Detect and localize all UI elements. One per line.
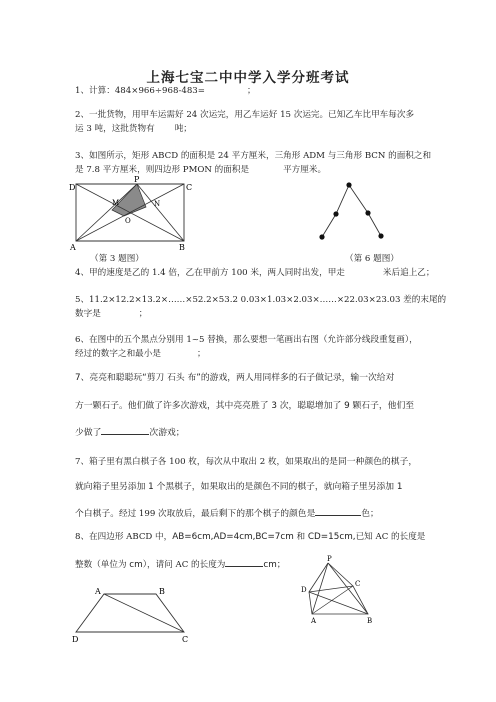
label-b: B	[367, 617, 373, 624]
q7a-line1: 7、亮亮和聪聪玩“剪刀 石头 布”的游戏，两人用同样多的石子做记录，输一次给对	[75, 373, 395, 383]
q7b-line3-end: 色；	[361, 509, 379, 519]
q5-line2-text: 数字是	[75, 309, 101, 319]
line-bp	[137, 184, 184, 241]
q7a-line3-end: 次游戏；	[149, 428, 185, 438]
label-o: O	[125, 217, 131, 225]
q3-line2-end: 平方厘米。	[283, 165, 327, 175]
question-2-line2	[75, 123, 192, 135]
answer-blank	[101, 425, 149, 435]
quad-abcd	[76, 594, 184, 632]
q8-line2-d: cm；	[263, 560, 286, 570]
answer-blank	[315, 506, 361, 516]
label-d: D	[69, 183, 76, 192]
q8-line1-b: AB=6cm,AD=4cm,BC=7cm	[172, 532, 294, 542]
page-title: 上海七宝二中中学入学分班考试	[146, 70, 350, 86]
question-1	[75, 85, 256, 97]
figure-8-trapezoid	[68, 584, 198, 646]
dot	[365, 210, 370, 215]
dots-path	[322, 185, 381, 237]
q8-line2-c: ），请问 AC 的长度为	[142, 560, 226, 570]
question-8-line2	[75, 557, 286, 571]
caption-figure-6: （第 6 题图）	[345, 254, 399, 264]
q7b-line3-b: 经过 199 次取放后，	[119, 509, 202, 519]
q4-end: 米后追上乙；	[382, 268, 435, 278]
label-p: P	[134, 176, 140, 184]
label-n: N	[154, 200, 161, 208]
figure-6-dots	[312, 178, 392, 248]
question-4	[75, 267, 434, 279]
diagonal-ac	[104, 594, 184, 632]
q2-line2-text: 运 3 吨，这批货物有	[75, 124, 155, 134]
question-6-line2	[75, 348, 206, 360]
answer-blank	[225, 557, 263, 567]
question-3-line2	[75, 164, 326, 176]
caption-figure-3: （第 3 题图）	[90, 254, 144, 264]
figure-8-pyramid	[300, 552, 380, 624]
q1-end: ；	[246, 86, 256, 96]
label-c: C	[355, 580, 361, 588]
q5-line1: 5、11.2×12.2×13.2×……×52.2×53.2 0.03×1.03×2.03×……×22.03×23.03 差的末尾的	[75, 295, 447, 305]
q7a-line3-text: 少做了	[75, 428, 102, 438]
q4-text: 4、甲的速度是乙的 1.4 倍，乙在甲前方 100 米，两人同时出发，甲走	[75, 268, 345, 278]
label-b: B	[159, 587, 165, 596]
label-d: D	[72, 635, 79, 644]
label-a: A	[95, 587, 101, 596]
q7b-line1-b: 如果取出的是同一种颜色的棋子，	[285, 457, 418, 467]
label-d: D	[301, 586, 307, 594]
q2-line1: 2、一批货物，用甲车运需好 24 次运完，用乙车运好 15 次运完。已知乙车比甲车每次多	[75, 110, 415, 120]
figure-3-rectangle	[68, 176, 196, 250]
label-m: M	[112, 199, 120, 207]
q7b-line2: 就向箱子里另添加 1 个黑棋子，如果取出的是颜色不同的棋子，就向箱子里另添加 1	[75, 482, 403, 492]
line-pc	[328, 563, 353, 586]
question-7a-line3	[75, 425, 185, 439]
dot	[346, 182, 351, 187]
label-c: C	[186, 183, 193, 192]
q8-line2-b: cm	[129, 560, 143, 570]
label-p: P	[327, 555, 332, 563]
q2-line2-end: 吨；	[174, 124, 192, 134]
dot	[319, 234, 324, 239]
dot	[333, 211, 338, 216]
q6-line1: 6、在图中的五个黑点分别用 1~5 替换，那么要想一笔画出右图（允许部分线段重复画），	[75, 335, 418, 345]
q7b-line3-c: 最后剩下的那个棋子的颜色是	[201, 509, 316, 519]
question-8-line1	[75, 531, 425, 543]
question-5-line2	[75, 308, 147, 320]
q8-line1-a: 8、在四边形 ABCD 中，	[75, 532, 173, 542]
label-c: C	[182, 635, 189, 644]
q7b-line3-a: 个白棋子。	[75, 509, 119, 519]
q7a-line2: 方一颗石子。他们做了许多次游戏，其中亮亮胜了 3 次，聪聪增加了 9 颗石子，他们至	[75, 401, 415, 411]
q3-line2-text: 是 7.8 平方厘米，则四边形 PMON 的面积是	[75, 165, 250, 175]
q6-line2-end: ；	[196, 349, 206, 359]
q1-text: 1、计算：484×966÷968-483=	[75, 86, 205, 96]
label-b: B	[179, 243, 185, 250]
question-7b-line3	[75, 506, 379, 520]
q5-line2-end: ；	[138, 309, 148, 319]
line-pa	[312, 563, 328, 614]
diagonal-ac	[312, 586, 353, 614]
label-a: A	[70, 243, 76, 250]
q3-line1: 3、如图所示，矩形 ABCD 的面积是 24 平方厘米，三角形 ADM 与三角形 BCN 的面积之和	[75, 151, 432, 161]
q8-line1-e: 已知 AC 的长度是	[355, 532, 426, 542]
dot	[378, 233, 383, 238]
line-pd	[309, 563, 328, 592]
q8-line1-c: 和	[293, 532, 308, 542]
q6-line2-text: 经过的数字之和最小是	[75, 349, 161, 359]
q8-line2-a: 整数（单位为	[75, 560, 130, 570]
label-a: A	[311, 617, 317, 624]
q7b-line1-a: 7、箱子里有黑白棋子各 100 枚，每次从中取出 2 枚，	[75, 457, 286, 467]
question-7b-line1	[75, 456, 417, 468]
q8-line1-d: CD=15cm,	[307, 532, 356, 542]
